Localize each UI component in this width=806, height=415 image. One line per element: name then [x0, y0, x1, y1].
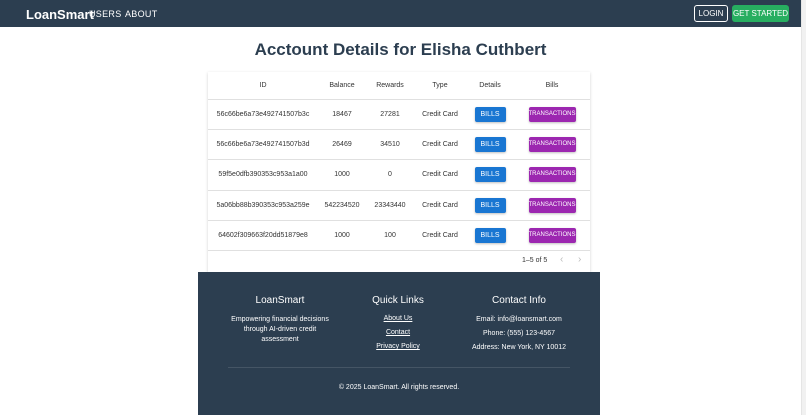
- brand-logo[interactable]: LoanSmart: [26, 7, 94, 22]
- cell-rewards: 27281: [366, 99, 414, 129]
- bills-button[interactable]: BILLS: [475, 167, 506, 182]
- cell-id: 64602f309663f20dd51879e8: [208, 221, 318, 251]
- cell-details: [466, 190, 514, 220]
- cell-balance: 26469: [318, 129, 366, 159]
- cell-details: [466, 99, 514, 129]
- transactions-button[interactable]: TRANSACTIONS: [529, 167, 576, 182]
- cell-bills: [514, 160, 590, 190]
- cell-bills: [514, 190, 590, 220]
- top-navbar: [0, 0, 801, 27]
- footer-tagline-1: Empowering financial decisions: [231, 316, 329, 323]
- cell-id: 5a06bb88b390353c953a259e: [208, 190, 318, 220]
- cell-type: Credit Card: [414, 99, 466, 129]
- pagination-range: 1–5 of 5: [522, 257, 548, 264]
- bills-button[interactable]: BILLS: [475, 137, 506, 152]
- cell-bills: [514, 221, 590, 251]
- column-header-rewards: Rewards: [366, 72, 414, 99]
- column-header-id: ID: [208, 72, 318, 99]
- column-header-balance: Balance: [318, 72, 366, 99]
- site-footer: [198, 272, 600, 415]
- page-title: Acctount Details for Elisha Cuthbert: [254, 40, 547, 59]
- footer-copyright: © 2025 LoanSmart. All rights reserved.: [338, 384, 460, 391]
- cell-type: Credit Card: [414, 129, 466, 159]
- cell-id: 56c66be6a73e492741507b3d: [208, 129, 318, 159]
- cell-rewards: 23343440: [366, 190, 414, 220]
- cell-details: [466, 160, 514, 190]
- table-header-row: [208, 72, 590, 99]
- cell-rewards: 0: [366, 160, 414, 190]
- footer-contact: [466, 295, 572, 357]
- footer-link-contact[interactable]: Contact: [385, 329, 411, 336]
- footer-tagline-2: through AI-driven credit assessment: [243, 326, 317, 343]
- table-pagination: [208, 250, 590, 272]
- cell-type: Credit Card: [414, 190, 466, 220]
- cell-rewards: 100: [366, 221, 414, 251]
- cell-details: [466, 129, 514, 159]
- footer-about: [225, 295, 335, 345]
- chevron-right-icon[interactable]: ›: [578, 254, 582, 265]
- footer-link-about-us[interactable]: About Us: [383, 315, 413, 322]
- footer-quick-links: [363, 295, 433, 357]
- cell-balance: 1000: [318, 160, 366, 190]
- get-started-button[interactable]: GET STARTED: [732, 5, 789, 22]
- footer-links-title: Quick Links: [372, 295, 424, 306]
- transactions-button[interactable]: TRANSACTIONS: [529, 198, 576, 213]
- cell-bills: [514, 99, 590, 129]
- bills-button[interactable]: BILLS: [475, 228, 506, 243]
- column-header-type: Type: [414, 72, 466, 99]
- footer-phone: Phone: (555) 123-4567: [483, 330, 555, 337]
- cell-id: 59f5e0dfb390353c953a1a00: [208, 160, 318, 190]
- cell-balance: 18467: [318, 99, 366, 129]
- cell-type: Credit Card: [414, 160, 466, 190]
- transactions-button[interactable]: TRANSACTIONS: [529, 137, 576, 152]
- footer-about-title: LoanSmart: [255, 295, 305, 306]
- accounts-table: [208, 72, 590, 251]
- accounts-table-card: [208, 72, 590, 272]
- footer-contact-title: Contact Info: [492, 295, 546, 306]
- chevron-left-icon[interactable]: ‹: [560, 254, 564, 265]
- login-button[interactable]: LOGIN: [694, 5, 728, 22]
- table-row: [208, 129, 590, 159]
- vertical-scrollbar[interactable]: [801, 0, 806, 415]
- table-row: [208, 99, 590, 129]
- cell-details: [466, 221, 514, 251]
- cell-rewards: 34510: [366, 129, 414, 159]
- cell-type: Credit Card: [414, 221, 466, 251]
- cell-bills: [514, 129, 590, 159]
- cell-balance: 542234520: [318, 190, 366, 220]
- bills-button[interactable]: BILLS: [475, 198, 506, 213]
- transactions-button[interactable]: TRANSACTIONS: [529, 228, 576, 243]
- footer-address: Address: New York, NY 10012: [471, 344, 567, 351]
- table-row: [208, 190, 590, 220]
- footer-email: Email: info@loansmart.com: [476, 316, 562, 323]
- cell-balance: 1000: [318, 221, 366, 251]
- bills-button[interactable]: BILLS: [475, 107, 506, 122]
- nav-link-users[interactable]: USERS: [89, 9, 122, 19]
- cell-id: 56c66be6a73e492741507b3c: [208, 99, 318, 129]
- transactions-button[interactable]: TRANSACTIONS: [529, 107, 576, 122]
- nav-link-about[interactable]: ABOUT: [125, 9, 158, 19]
- column-header-bills: Bills: [514, 72, 590, 99]
- footer-link-privacy-policy[interactable]: Privacy Policy: [376, 343, 420, 350]
- footer-divider: [228, 367, 570, 368]
- table-row: [208, 221, 590, 251]
- column-header-details: Details: [466, 72, 514, 99]
- table-row: [208, 160, 590, 190]
